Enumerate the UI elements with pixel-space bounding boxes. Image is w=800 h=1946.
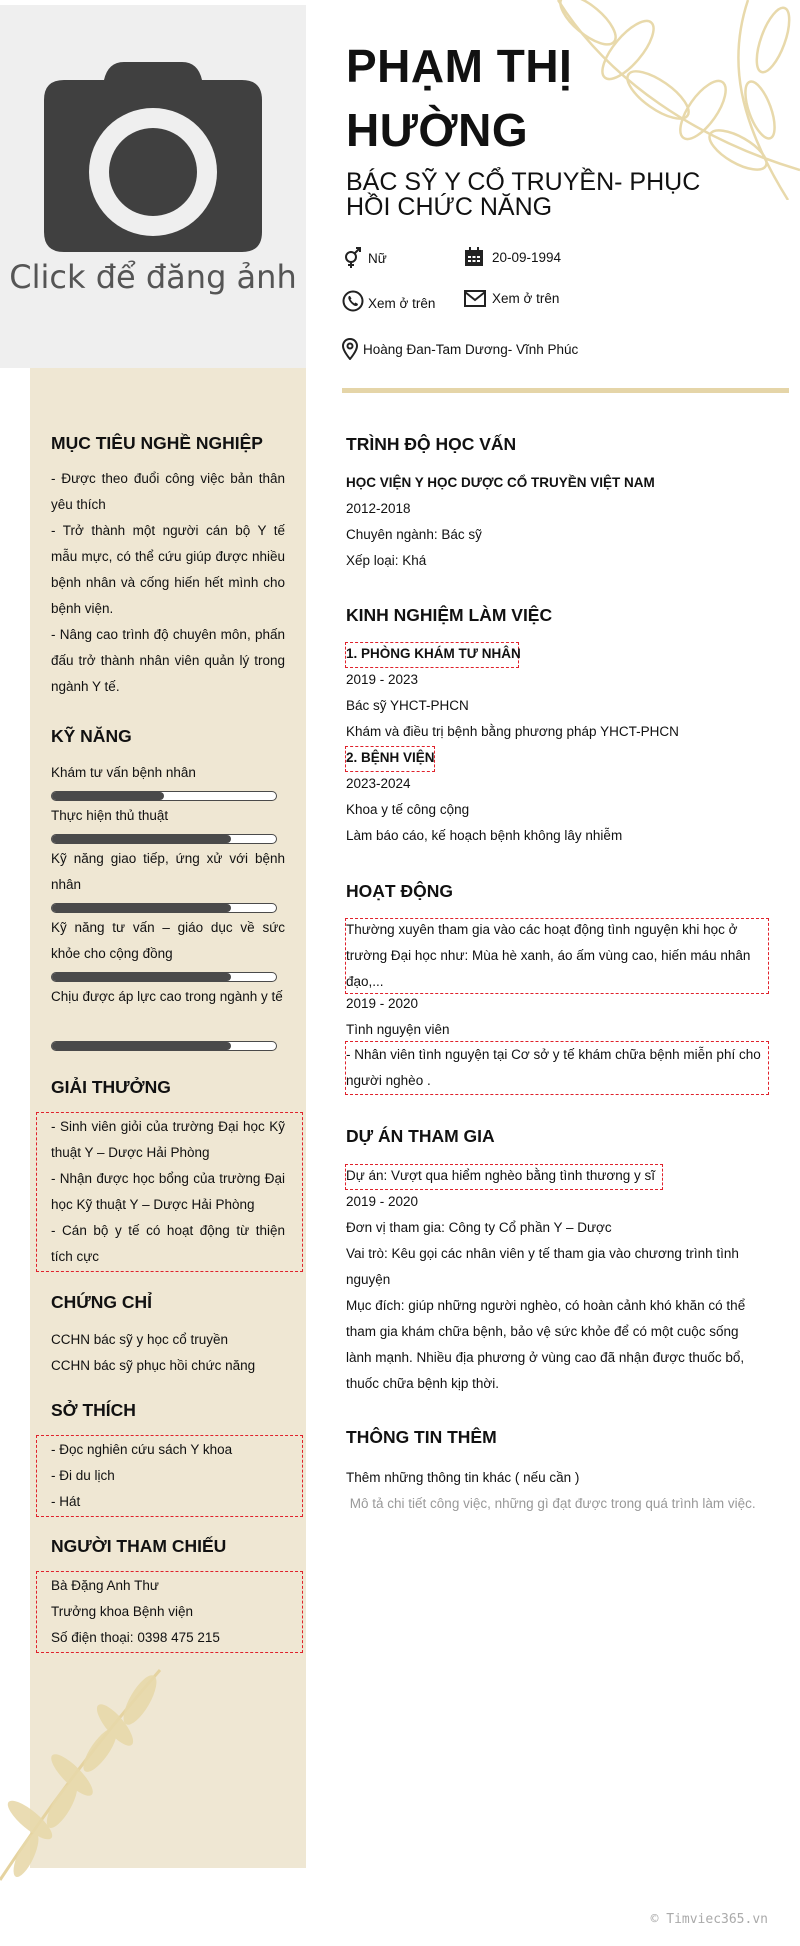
candidate-name — [346, 34, 572, 162]
skill-bar-fill — [52, 973, 231, 981]
projects-title: DỰ ÁN THAM GIA — [346, 1126, 495, 1146]
job-company: 2. BỆNH VIỆN — [346, 750, 435, 765]
leaf-decoration-icon — [0, 1660, 180, 1890]
project-years: 2019 - 2020 — [346, 1194, 419, 1209]
awards-text: - Sinh viên giỏi của trường Đại học Kỹ thuật Y – Dược Hải Phòng - Nhận được học bổng của trường Đại học Kỹ thuật Y – Dược Hải Phòng - Cán bộ y tế có hoạt động từ thiện tích cực — [51, 1119, 285, 1264]
skill-label: Chịu được áp lực cao trong ngành y tế — [51, 989, 283, 1004]
hobby-item: - Hát — [51, 1494, 81, 1509]
project-name: Dự án: Vượt qua hiểm nghèo bằng tình thương y sĩ — [346, 1168, 655, 1183]
certificate-item: CCHN bác sỹ phục hồi chức năng — [51, 1358, 256, 1373]
skill-label: Kỹ năng tư vấn – giáo dục về sức khỏe cho cộng đồng — [51, 920, 285, 961]
email-icon — [464, 290, 486, 308]
job-position: Khoa y tế công cộng — [346, 802, 470, 817]
extra-info-title: THÔNG TIN THÊM — [346, 1427, 497, 1447]
education-rank: Xếp loại: Khá — [346, 553, 427, 568]
experience-title: KINH NGHIỆM LÀM VIỆC — [346, 605, 553, 625]
education-years: 2012-2018 — [346, 501, 411, 516]
project-unit: Đơn vị tham gia: Công ty Cổ phần Y – Dược — [346, 1220, 612, 1235]
address-field — [342, 338, 702, 362]
awards-title: GIẢI THƯỞNG — [51, 1077, 171, 1097]
skill-bar — [51, 903, 277, 913]
extra-info-hint: Mô tả chi tiết công việc, những gì đạt được trong quá trình làm việc. — [346, 1496, 756, 1511]
project-goal: Mục đích: giúp những người nghèo, có hoàn cảnh khó khăn có thể tham gia khám chữa bệnh, bảo vệ sức khỏe để có một cuộc sống lành mạnh. Nhiều địa phương ở vùng cao đã nhận được thuốc bổ, thuốc chữa bệnh kịp thời. — [346, 1298, 746, 1391]
reference-item: Bà Đặng Anh Thư — [51, 1578, 159, 1593]
skill-label: Thực hiện thủ thuật — [51, 808, 169, 823]
name-line: HƯỜNG — [346, 104, 529, 156]
activity-role: Tình nguyện viên — [346, 1022, 450, 1037]
hobby-item: - Đọc nghiên cứu sách Y khoa — [51, 1442, 233, 1457]
education-major: Chuyên ngành: Bác sỹ — [346, 527, 482, 542]
objective-text: - Được theo đuổi công việc bản thân yêu thích - Trở thành một người cán bộ Y tế mẫu mực, có thể cứu giúp được nhiều bệnh nhân và cống hiến hết mình cho bệnh viện. - Nâng cao trình độ chuyên môn, phấn đấu trở thành nhân viên quản lý trong ngành Y tế. — [51, 471, 285, 694]
birthday-field — [464, 247, 604, 271]
calendar-icon — [464, 247, 484, 267]
references-title: NGƯỜI THAM CHIẾU — [51, 1536, 227, 1556]
name-line: PHẠM THỊ — [346, 40, 573, 92]
job-title-line: BÁC SỸ Y CỔ TRUYỀN- PHỤC — [346, 168, 701, 196]
job-position: Bác sỹ YHCT-PHCN — [346, 698, 469, 713]
phone-icon — [342, 290, 364, 312]
email-field — [464, 290, 604, 314]
activity-description: - Nhân viên tình nguyện tại Cơ sở y tế khám chữa bệnh miễn phí cho người nghèo . — [346, 1047, 761, 1088]
certificate-item: CCHN bác sỹ y học cổ truyền — [51, 1332, 229, 1347]
skill-label: Kỹ năng giao tiếp, ứng xử với bệnh nhân — [51, 851, 285, 892]
birthday-value: 20-09-1994 — [492, 250, 562, 265]
email-value: Xem ở trên — [492, 291, 560, 306]
skill-bar — [51, 1041, 277, 1051]
gender-icon — [342, 247, 364, 269]
skill-bar-fill — [52, 904, 231, 912]
activities-title: HOẠT ĐỘNG — [346, 881, 453, 901]
gender-field — [342, 247, 462, 271]
skill-bar-fill — [52, 835, 231, 843]
job-description: Làm báo cáo, kế hoạch bệnh không lây nhiễm — [346, 828, 623, 843]
job-company: 1. PHÒNG KHÁM TƯ NHÂN — [346, 646, 521, 661]
skill-bar — [51, 834, 277, 844]
hobby-item: - Đi du lịch — [51, 1468, 115, 1483]
watermark: © Timviec365.vn — [650, 1912, 768, 1927]
extra-info-line: Thêm những thông tin khác ( nếu cần ) — [346, 1470, 580, 1485]
job-years: 2023-2024 — [346, 776, 411, 791]
skill-label: Khám tư vấn bệnh nhân — [51, 765, 196, 780]
camera-icon — [44, 60, 262, 252]
certificates-title: CHỨNG CHỈ — [51, 1292, 153, 1312]
skill-bar-fill — [52, 792, 164, 800]
skills-title: KỸ NĂNG — [51, 726, 132, 746]
reference-item: Trưởng khoa Bệnh viện — [51, 1604, 193, 1619]
skill-bar — [51, 972, 277, 982]
activity-years: 2019 - 2020 — [346, 996, 419, 1011]
phone-field — [342, 290, 462, 314]
project-role: Vai trò: Kêu gọi các nhân viên y tế tham gia vào chương trình tình nguyện — [346, 1246, 739, 1287]
hobbies-title: SỞ THÍCH — [51, 1400, 136, 1420]
activity-intro: Thường xuyên tham gia vào các hoạt động tình nguyện khi học ở trường Đại học như: Mùa hè xanh, áo ấm vùng cao, hiến máu nhân đạo,... — [346, 922, 751, 989]
reference-item: Số điện thoại: 0398 475 215 — [51, 1630, 220, 1645]
gender-value: Nữ — [368, 251, 387, 266]
avatar-upload[interactable] — [0, 5, 306, 368]
photo-upload-label[interactable]: Click để đăng ảnh — [9, 258, 297, 296]
job-title — [346, 170, 700, 220]
phone-value: Xem ở trên — [368, 296, 436, 311]
education-title: TRÌNH ĐỘ HỌC VẤN — [346, 434, 517, 454]
education-school: HỌC VIỆN Y HỌC DƯỢC CỔ TRUYỀN VIỆT NAM — [346, 475, 655, 490]
header-divider — [342, 388, 789, 393]
objective-title: MỤC TIÊU NGHỀ NGHIỆP — [51, 433, 263, 453]
address-value: Hoàng Đan-Tam Dương- Vĩnh Phúc — [363, 342, 579, 357]
skill-bar — [51, 791, 277, 801]
job-description: Khám và điều trị bệnh bằng phương pháp YHCT-PHCN — [346, 724, 679, 739]
job-title-line: HỒI CHỨC NĂNG — [346, 193, 553, 221]
location-pin-icon — [342, 338, 358, 360]
job-years: 2019 - 2023 — [346, 672, 419, 687]
skill-bar-fill — [52, 1042, 231, 1050]
